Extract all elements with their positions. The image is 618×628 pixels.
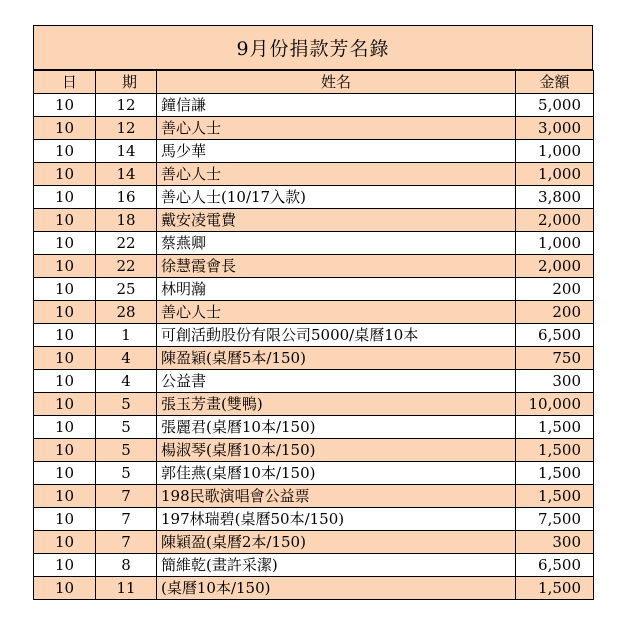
row-amount: 200 (516, 301, 594, 324)
row-month: 10 (34, 370, 96, 393)
table-row (34, 163, 594, 186)
header-month: 日 (34, 71, 96, 94)
row-day: 5 (96, 439, 157, 462)
row-name: 張玉芳畫(雙鴨) (157, 393, 516, 416)
row-name: 戴安凌電費 (157, 209, 516, 232)
row-name: 197林瑞碧(桌曆50本/150) (157, 508, 516, 531)
table-row (34, 324, 594, 347)
table-row (34, 485, 594, 508)
row-name: 陳穎盈(桌曆2本/150) (157, 531, 516, 554)
row-name: 徐慧霞會長 (157, 255, 516, 278)
row-day: 5 (96, 462, 157, 485)
table-row (34, 94, 594, 117)
row-amount: 2,000 (516, 255, 594, 278)
row-month: 10 (34, 278, 96, 301)
row-amount: 7,500 (516, 508, 594, 531)
table-row (34, 140, 594, 163)
row-name: 林明瀚 (157, 278, 516, 301)
row-month: 10 (34, 324, 96, 347)
table-row (34, 416, 594, 439)
row-month: 10 (34, 232, 96, 255)
donation-table (33, 70, 594, 600)
row-amount: 1,500 (516, 462, 594, 485)
row-month: 10 (34, 140, 96, 163)
row-month: 10 (34, 485, 96, 508)
table-row (34, 577, 594, 600)
table-row (34, 508, 594, 531)
row-day: 12 (96, 94, 157, 117)
row-month: 10 (34, 163, 96, 186)
table-row (34, 531, 594, 554)
row-amount: 6,500 (516, 554, 594, 577)
row-amount: 3,000 (516, 117, 594, 140)
row-month: 10 (34, 186, 96, 209)
row-month: 10 (34, 393, 96, 416)
table-row (34, 278, 594, 301)
row-name: 善心人士(10/17入款) (157, 186, 516, 209)
row-amount: 1,000 (516, 140, 594, 163)
row-day: 4 (96, 370, 157, 393)
row-name: 蔡燕卿 (157, 232, 516, 255)
header-day: 期 (96, 71, 157, 94)
table-body (34, 94, 594, 600)
row-month: 10 (34, 94, 96, 117)
row-name: 陳盈穎(桌曆5本/150) (157, 347, 516, 370)
row-day: 1 (96, 324, 157, 347)
row-name: 鐘信謙 (157, 94, 516, 117)
row-amount: 1,500 (516, 485, 594, 508)
row-month: 10 (34, 301, 96, 324)
row-month: 10 (34, 577, 96, 600)
row-day: 8 (96, 554, 157, 577)
row-day: 16 (96, 186, 157, 209)
row-day: 5 (96, 393, 157, 416)
row-name: 楊淑琴(桌曆10本/150) (157, 439, 516, 462)
row-amount: 1,000 (516, 163, 594, 186)
row-amount: 5,000 (516, 94, 594, 117)
donation-sheet (33, 25, 593, 600)
row-day: 11 (96, 577, 157, 600)
row-day: 28 (96, 301, 157, 324)
table-row (34, 439, 594, 462)
row-amount: 10,000 (516, 393, 594, 416)
row-amount: 750 (516, 347, 594, 370)
row-month: 10 (34, 347, 96, 370)
row-name: 簡維乾(畫許采潔) (157, 554, 516, 577)
row-amount: 1,000 (516, 232, 594, 255)
row-day: 14 (96, 163, 157, 186)
table-row (34, 209, 594, 232)
row-month: 10 (34, 462, 96, 485)
row-amount: 6,500 (516, 324, 594, 347)
sheet-title: 9月份捐款芳名錄 (33, 25, 593, 70)
header-name: 姓名 (157, 71, 516, 94)
header-row (34, 71, 594, 94)
table-row (34, 347, 594, 370)
row-month: 10 (34, 117, 96, 140)
row-name: 張麗君(桌曆10本/150) (157, 416, 516, 439)
row-amount: 1,500 (516, 577, 594, 600)
row-day: 4 (96, 347, 157, 370)
row-day: 22 (96, 255, 157, 278)
table-row (34, 462, 594, 485)
row-month: 10 (34, 439, 96, 462)
row-name: 馬少華 (157, 140, 516, 163)
row-name: 郭佳燕(桌曆10本/150) (157, 462, 516, 485)
row-day: 7 (96, 508, 157, 531)
table-row (34, 255, 594, 278)
row-day: 22 (96, 232, 157, 255)
row-day: 18 (96, 209, 157, 232)
row-month: 10 (34, 209, 96, 232)
table-row (34, 370, 594, 393)
table-row (34, 301, 594, 324)
row-amount: 1,500 (516, 416, 594, 439)
table-row (34, 232, 594, 255)
row-month: 10 (34, 508, 96, 531)
row-name: 善心人士 (157, 163, 516, 186)
row-amount: 300 (516, 370, 594, 393)
table-row (34, 393, 594, 416)
table-row (34, 117, 594, 140)
row-name: (桌曆10本/150) (157, 577, 516, 600)
table-row (34, 554, 594, 577)
row-month: 10 (34, 531, 96, 554)
row-month: 10 (34, 554, 96, 577)
row-amount: 1,500 (516, 439, 594, 462)
row-month: 10 (34, 255, 96, 278)
row-day: 7 (96, 485, 157, 508)
row-name: 善心人士 (157, 301, 516, 324)
row-name: 可創活動股份有限公司5000/桌曆10本 (157, 324, 516, 347)
row-day: 12 (96, 117, 157, 140)
row-day: 25 (96, 278, 157, 301)
row-day: 5 (96, 416, 157, 439)
row-amount: 2,000 (516, 209, 594, 232)
row-amount: 3,800 (516, 186, 594, 209)
table-row (34, 186, 594, 209)
row-amount: 300 (516, 531, 594, 554)
row-name: 善心人士 (157, 117, 516, 140)
header-amount: 金額 (516, 71, 594, 94)
row-day: 7 (96, 531, 157, 554)
row-name: 公益書 (157, 370, 516, 393)
row-amount: 200 (516, 278, 594, 301)
row-day: 14 (96, 140, 157, 163)
row-name: 198民歌演唱會公益票 (157, 485, 516, 508)
row-month: 10 (34, 416, 96, 439)
